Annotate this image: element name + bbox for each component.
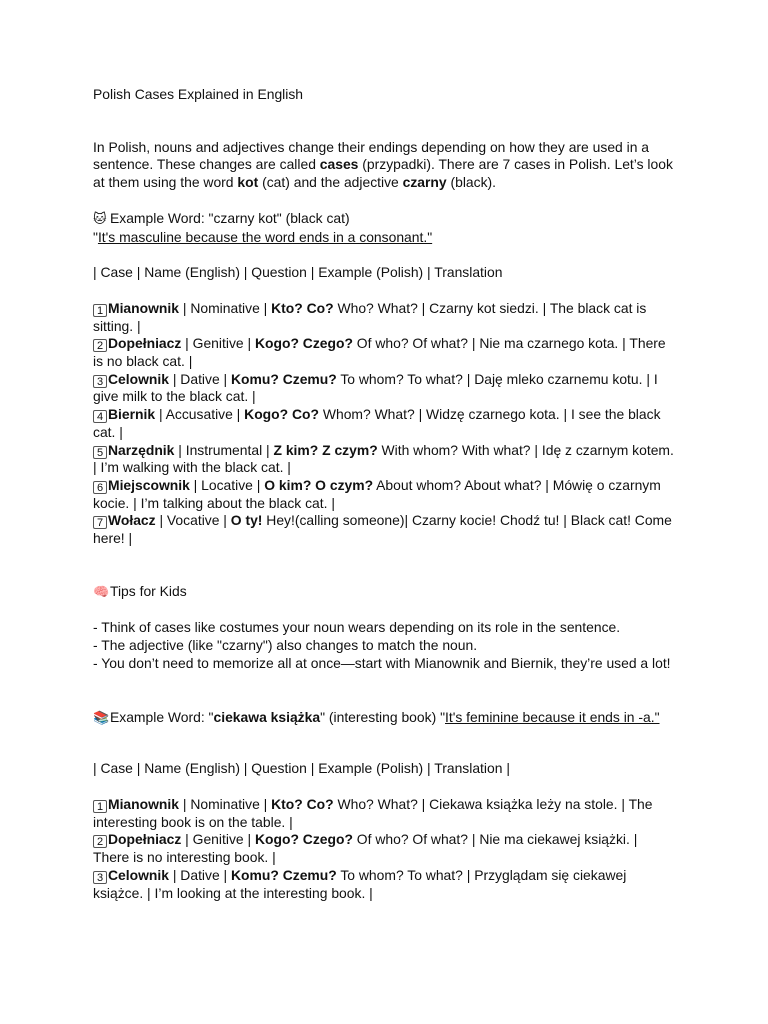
case-english: | Nominative | xyxy=(179,299,272,316)
intro-paragraph xyxy=(93,139,677,192)
case-question: O ty! xyxy=(230,512,263,529)
case-row xyxy=(93,867,677,902)
cat-icon: 🐱 xyxy=(93,211,107,227)
case-name: Dopełniacz xyxy=(108,335,182,352)
case-english: | Vocative | xyxy=(155,512,231,529)
case-rest: Hey!(calling someone)| Czarny kocie! Chodź tu! | Black cat! Come here! | xyxy=(93,512,672,547)
tip-item: - You don’t need to memorize all at once—start with Mianownik and Biernik, they’re used a lot! xyxy=(93,654,671,671)
case-question: Z kim? Z czym? xyxy=(273,441,378,458)
case-english: | Accusative | xyxy=(155,406,245,423)
case-number: 3 xyxy=(93,871,107,884)
intro-text: (cat) and the adjective xyxy=(258,174,403,191)
case-name: Mianownik xyxy=(108,299,179,316)
case-question: Kogo? Czego? xyxy=(254,831,353,848)
case-english: | Genitive | xyxy=(181,335,255,352)
intro-text: (przypadki). There are 7 cases in Polish. Let’s look at them using the word xyxy=(93,156,673,191)
case-number: 5 xyxy=(93,446,107,459)
intro-term: czarny xyxy=(402,174,447,191)
case-row xyxy=(93,477,677,512)
case-number: 2 xyxy=(93,835,107,848)
table-header: | Case | Name (English) | Question | Example (Polish) | Translation | xyxy=(93,760,510,777)
case-english: | Dative | xyxy=(168,866,232,883)
tip-item: - Think of cases like costumes your noun wears depending on its role in the sentence. xyxy=(93,619,621,636)
intro-term: kot xyxy=(237,174,259,191)
case-rest: To whom? To what? | Daję mleko czarnemu kotu. | I give milk to the black cat. | xyxy=(93,370,658,405)
tips-heading xyxy=(93,583,677,602)
case-number: 3 xyxy=(93,375,107,388)
case-row xyxy=(93,371,677,406)
case-rest: With whom? With what? | Idę z czarnym kotem. | I’m walking with the black cat. | xyxy=(93,441,674,476)
case-rest: Who? What? | Czarny kot siedzi. | The black cat is sitting. | xyxy=(93,299,647,334)
case-name: Wołacz xyxy=(108,512,156,529)
case-rest: Of who? Of what? | Nie ma czarnego kota. | There is no black cat. | xyxy=(93,335,666,370)
quote-mark: " xyxy=(93,228,98,245)
case-row xyxy=(93,335,677,370)
example-word: ciekawa książka xyxy=(213,708,321,725)
intro-term: cases xyxy=(319,156,359,173)
example-heading-text: Example Word: " xyxy=(110,708,214,725)
case-name: Biernik xyxy=(108,406,156,423)
example-note xyxy=(93,229,677,247)
case-name: Miejscownik xyxy=(108,476,190,493)
case-question: Kto? Co? xyxy=(271,299,334,316)
case-rest: Of who? Of what? | Nie ma ciekawej książki. | There is no interesting book. | xyxy=(93,831,638,866)
table-header: | Case | Name (English) | Question | Example (Polish) | Translation xyxy=(93,264,503,281)
case-english: | Locative | xyxy=(189,476,265,493)
case-table xyxy=(93,300,677,548)
case-row xyxy=(93,796,677,831)
case-question: Komu? Czemu? xyxy=(231,866,337,883)
tips-heading-text: Tips for Kids xyxy=(110,582,187,599)
case-row xyxy=(93,512,677,547)
example-heading xyxy=(93,210,677,229)
intro-text: In Polish, nouns and adjectives change their endings depending on how they are used in a sentence. These changes are called xyxy=(93,138,650,173)
case-question: Komu? Czemu? xyxy=(231,370,337,387)
case-english: | Instrumental | xyxy=(174,441,274,458)
case-number: 7 xyxy=(93,516,107,529)
example-note-text: It's masculine because the word ends in a consonant." xyxy=(97,228,433,245)
intro-text: (black). xyxy=(446,174,497,191)
case-rest: Who? What? | Ciekawa książka leży na stole. | The interesting book is on the table. | xyxy=(93,795,653,830)
case-row xyxy=(93,442,677,477)
case-question: Kogo? Co? xyxy=(244,406,319,423)
case-number: 2 xyxy=(93,339,107,352)
document-page xyxy=(93,86,677,902)
case-row xyxy=(93,831,677,866)
case-english: | Genitive | xyxy=(181,831,255,848)
case-number: 1 xyxy=(93,800,107,813)
case-table xyxy=(93,796,677,902)
example-note-text: It's feminine because it ends in -a." xyxy=(445,708,660,725)
example-heading-text: " (interesting book) " xyxy=(320,708,445,725)
case-row xyxy=(93,406,677,441)
case-question: Kogo? Czego? xyxy=(254,335,353,352)
case-question: Kto? Co? xyxy=(271,795,334,812)
example-heading xyxy=(93,709,677,728)
books-icon: 📚 xyxy=(93,710,110,726)
case-rest: Whom? What? | Widzę czarnego kota. | I see the black cat. | xyxy=(93,406,661,440)
tip-item: - The adjective (like "czarny") also changes to match the noun. xyxy=(93,637,478,654)
brain-icon: 🧠 xyxy=(93,584,110,600)
case-english: | Nominative | xyxy=(179,795,272,812)
case-number: 1 xyxy=(93,304,107,317)
case-english: | Dative | xyxy=(168,370,232,387)
doc-title: Polish Cases Explained in English xyxy=(93,86,304,102)
case-rest: To whom? To what? | Przyglądam się ciekawej książce. | I’m looking at the interesting book. | xyxy=(93,866,627,901)
case-number: 4 xyxy=(93,410,107,423)
case-question: O kim? O czym? xyxy=(264,476,374,493)
example-heading-text: Example Word: "czarny kot" (black cat) xyxy=(110,209,350,226)
case-name: Dopełniacz xyxy=(108,831,182,848)
case-name: Narzędnik xyxy=(108,441,175,458)
case-number: 6 xyxy=(93,481,107,494)
case-name: Celownik xyxy=(108,866,169,883)
case-row xyxy=(93,300,677,335)
case-rest: About whom? About what? | Mówię o czarnym kocie. | I’m talking about the black cat. | xyxy=(93,476,661,511)
case-name: Celownik xyxy=(108,370,169,387)
case-name: Mianownik xyxy=(108,795,179,812)
